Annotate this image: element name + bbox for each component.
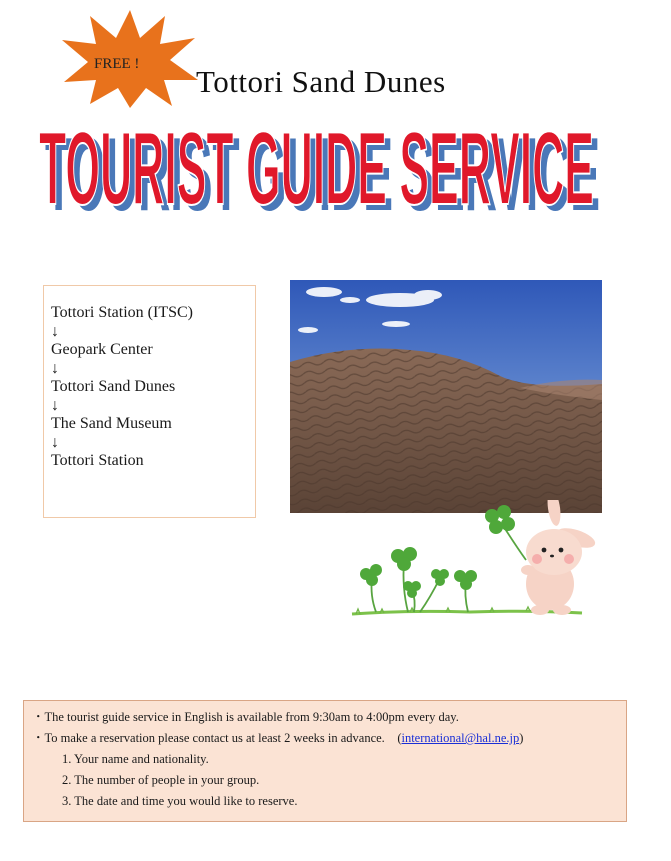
list-item: 3. The date and time you would like to reserve. [62, 794, 298, 808]
down-arrow-icon: ↓ [51, 322, 59, 340]
down-arrow-icon: ↓ [51, 359, 59, 377]
reservation-text: ・To make a reservation please contact us at least 2 weeks in advance. [32, 731, 385, 745]
down-arrow-icon: ↓ [51, 433, 59, 451]
page-title [0, 104, 671, 234]
route-box [43, 285, 256, 518]
rabbit-with-clover-illustration [350, 500, 610, 622]
hours-info: ・The tourist guide service in English is available from 9:30am to 4:00pm every day. [32, 710, 459, 724]
list-item: 2. The number of people in your group. [62, 773, 260, 787]
page-subtitle: Tottori Sand Dunes [196, 64, 446, 99]
sand-dunes-photo [290, 280, 602, 513]
email-link[interactable]: international@hal.ne.jp [401, 731, 520, 745]
reservation-info: ・To make a reservation please contact us at least 2 weeks in advance. (international@hal.ne.jp) [32, 731, 524, 745]
route-stop: Tottori Station [51, 452, 144, 469]
info-box [23, 700, 627, 822]
free-badge-label: FREE ! [94, 56, 140, 72]
route-stop: Tottori Station (ITSC) [51, 304, 193, 321]
down-arrow-icon: ↓ [51, 396, 59, 414]
title-text: TOURIST GUIDE SERVICE [39, 111, 594, 227]
route-stop: The Sand Museum [51, 415, 172, 432]
title-shadow: TOURIST GUIDE SERVICE [45, 117, 600, 233]
route-stop: Geopark Center [51, 341, 153, 358]
list-item: 1. Your name and nationality. [62, 752, 209, 766]
route-stop: Tottori Sand Dunes [51, 378, 176, 395]
